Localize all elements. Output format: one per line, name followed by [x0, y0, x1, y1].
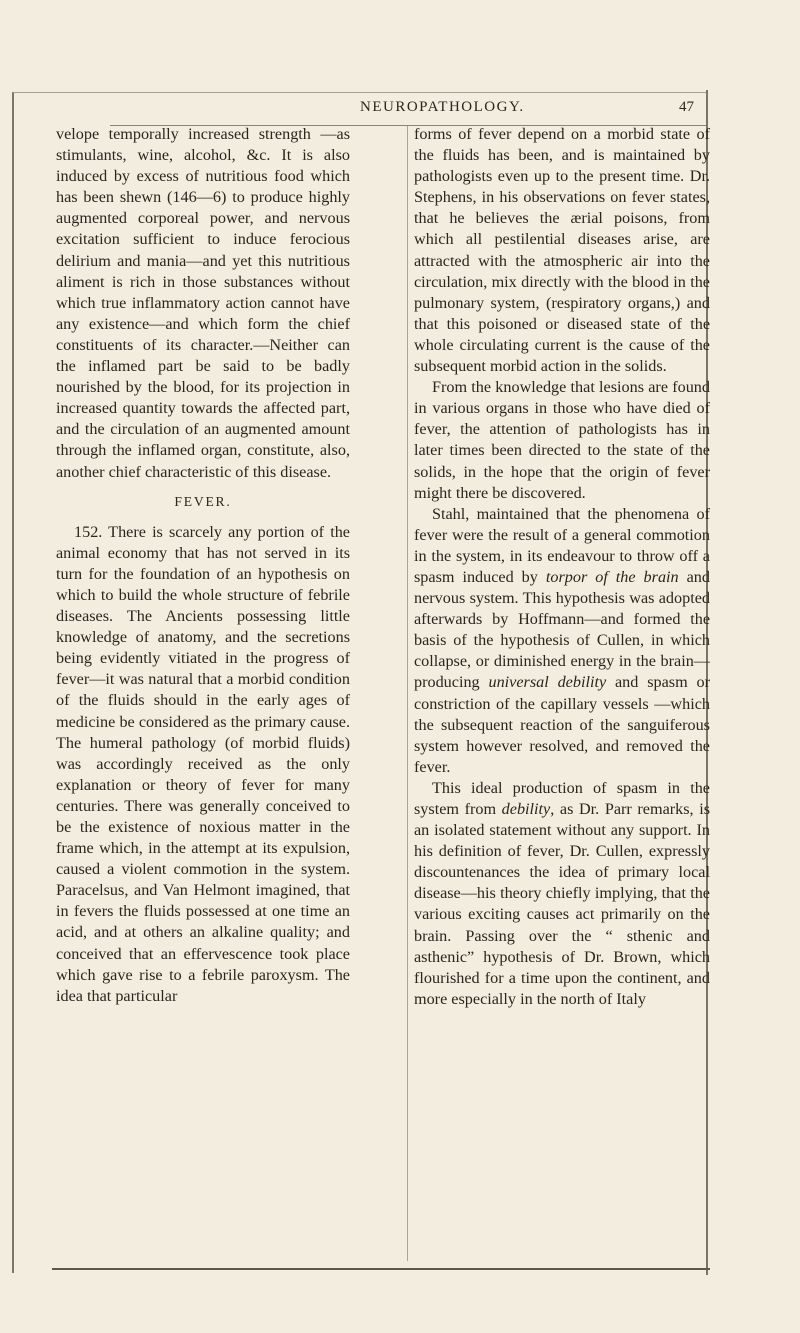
paragraph: [414, 504, 710, 778]
right-column: [414, 124, 710, 1010]
paragraph: velope temporally increased strength —as stimulants, wine, alcohol, &c. It is also induced by excess of nutritious food which has been shewn (146—6) to produce highly augmented corporeal power, and nervous excitation sufficient to induce ferocious delirium and mania—and yet this nutritious aliment is rich in those substances without which true inflammatory action cannot have any existence—and which form the chief constituents of its character.—Neither can the inflamed part be said to be badly nourished by the blood, for its projection in increased quantity towards the affected part, and the circulation of an augmented amount through the inflamed organ, constitute, also, another chief characteristic of this disease.: [56, 125, 350, 481]
text-run: , as Dr. Parr remarks, is an isolated statement without any support. In his definition of fever, Dr. Cullen, expressly discountenances the idea of primary local disease—his theory chiefly implying, that the various exciting causes act primarily on the brain. Passing over the “ sthenic and asthenic” hypothesis of Dr. Brown, which flourished for a time upon the continent, and more especially in the north of Italy: [414, 800, 711, 1008]
text-run: This ideal production of spasm in the system from: [414, 778, 710, 818]
text-run: and nervous system. This hypothesis was adopted afterwards by Hoffmann—and formed the basis of the hypothesis of Cullen, in which collapse, or diminished energy in the brain—producing: [414, 567, 710, 692]
left-column: [56, 124, 350, 1007]
italic-text: universal debility: [488, 673, 607, 692]
paragraph: 152. There is scarcely any portion of the animal economy that has not served in its turn for the foundation of an hypothesis on which to build the whole structure of febrile diseases. The Ancients possessing little knowledge of anatomy, and the secretions being evidently vitiated in the progress of fever—it was natural that a morbid condition of the fluids should in the early ages of medicine be considered as the primary cause. The humeral pathology (of morbid fluids) was accordingly received as the only explanation or theory of fever for many centuries. There was generally conceived to be the existence of noxious matter in the frame which, in the attempt at its expulsion, caused a violent commotion in the system. Paracelsus, and Van Helmont imagined, that in fevers the fluids possessed at one time an acid, and at others an alkaline quality; and conceived that an effervescence took place which gave rise to a febrile paroxysm. The idea that particular: [56, 522, 350, 1005]
running-header: [110, 97, 706, 126]
page-number: 47: [679, 99, 694, 115]
running-title: NEUROPATHOLOGY.: [360, 99, 525, 115]
italic-text: debility: [501, 800, 551, 818]
paragraph: forms of fever depend on a morbid state of the fluids has been, and is maintained by pathologists even up to the present time. Dr. Stephens, in his observations on fever states, that he believes the ærial poisons, from which all pestilential diseases arise, are attracted with the atmospheric air into the circulation, mix directly with the blood in the pulmonary system, (respiratory organs,) and that this poisoned or diseased state of the whole circulating current is the cause of the subsequent morbid action in the solids.: [414, 125, 710, 376]
bottom-rule: [52, 1268, 710, 1270]
italic-text: torpor of the brain: [545, 567, 679, 586]
column-divider: [407, 126, 408, 1261]
text-run: and spasm or constriction of the capillary vessels —which the subsequent reaction of the sanguiferous system however resolved, and removed the fever.: [414, 673, 710, 776]
section-heading-fever: FEVER.: [174, 493, 232, 509]
text-run: Stahl, maintained that the phenomena of fever were the result of a general commotion in the system, in its endeavour to throw off a spasm induced by: [414, 504, 710, 586]
paragraph: [414, 778, 710, 1010]
paragraph: From the knowledge that lesions are found in various organs in those who have died of fever, the attention of pathologists has in later times been directed to the state of the solids, in the hope that the origin of fever might there be discovered.: [414, 378, 710, 502]
